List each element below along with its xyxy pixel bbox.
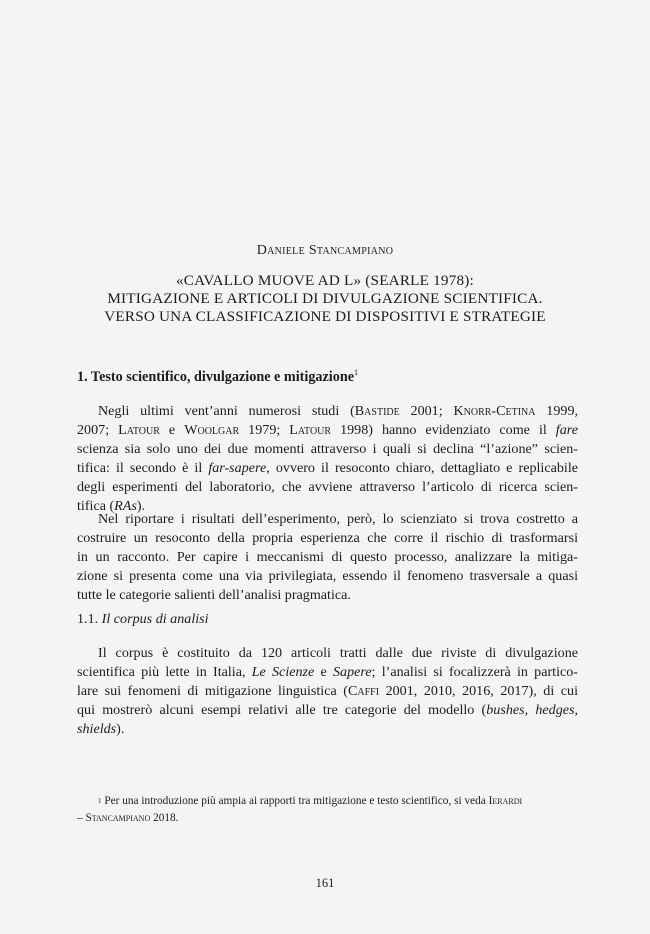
citation-author: Latour [118,422,160,438]
italic-term: Le Scienze [251,664,315,680]
text-line: degli esperimenti del laboratorio, che avviene attraverso l’articolo di ricerca scien- [77,479,578,495]
subsection-heading [77,611,209,628]
text-run: Negli ultimi vent’anni numerosi studi ( [98,403,355,419]
text-run: scientifica più lette in Italia, [77,664,252,680]
paragraph [77,644,578,739]
italic-term: fare [555,422,578,438]
author-last-name: Stancampiano [308,243,394,258]
italic-term: hedges [535,702,575,718]
citation-author: Latour [289,422,332,438]
citation-author: Ierardi [488,795,523,807]
citation-author: Woolgar [184,422,240,438]
footnote-reference[interactable]: 1 [354,368,359,377]
text-line [77,682,578,701]
article-title [0,272,650,326]
author-first-name: Daniele [256,243,305,258]
text-run: Per una introduzione più ampia ai rapporti tra mitigazione e testo scientifico, si veda [101,795,489,807]
citation-author: Caffi [347,683,380,699]
text-run: tifica ( [77,498,115,514]
text-line: in un racconto. Per capire i meccanismi di questo processo, analizzare la mitiga- [77,549,578,565]
text-run: 2018. [150,812,179,824]
italic-term: far-sapere [208,460,267,476]
paragraph [77,402,578,516]
italic-term: RAs [114,498,137,514]
text-run: , ovvero il resoconto chiaro, dettagliato e replicabile [266,460,578,476]
text-run: 2001; [399,403,454,419]
title-line: VERSO UNA CLASSIFICAZIONE DI DISPOSITIVI E STRATEGIE [104,308,546,325]
text-run: 2001, 2010, 2016, 2017), di cui [379,683,578,699]
citation-author: Bastide [354,403,400,419]
italic-term: Sapere [332,664,372,680]
text-run: tifica: il secondo è il [77,460,209,476]
text-line [77,701,578,720]
text-run: 2007; [77,422,119,438]
subsection-number: 1.1. [77,611,102,627]
text-line: Il corpus è costituito da 120 articoli tratti dalle due riviste di divulgazione [98,645,578,661]
footnote-line [77,793,578,810]
footnote-line [77,810,578,827]
text-line [77,720,578,739]
text-run: 1999, [535,403,579,419]
italic-term: shields [77,721,117,737]
author-name [0,243,650,259]
title-line: MITIGAZIONE E ARTICOLI DI DIVULGAZIONE SCIENTIFICA. [107,290,543,307]
citation-author: Knorr-Cetina [453,403,536,419]
text-run: ; l’analisi si focalizzerà in partico- [371,664,578,680]
text-run: 1998) hanno evidenziato come il [331,422,556,438]
text-line [77,459,578,478]
section-heading [77,369,358,386]
text-line: costruire un resoconto della propria esperienza che corre il rischio di trasformarsi [77,530,578,546]
text-run: e [314,664,333,680]
text-line: zione si presenta come una via privilegiata, essendo il fenomeno trasversale a quasi [77,568,578,584]
text-run: 1979; [239,422,290,438]
text-line [77,421,578,440]
section-heading-text: 1. Testo scientifico, divulgazione e mitigazione [77,369,355,385]
text-run: , [574,702,579,718]
italic-term: bushes [486,702,525,718]
citation-author: Stancampiano [85,812,151,824]
subsection-title: Il corpus di analisi [101,611,209,627]
footnote-mark: 1 [98,797,102,805]
text-run: qui mostrerò alcuni esempi relativi alle tre categorie del modello ( [77,702,487,718]
text-line [77,663,578,682]
text-run: ). [116,721,125,737]
text-run: ). [136,498,146,514]
text-line: scienza sia solo uno dei due momenti attraverso i quali si declina “l’azione” scien- [77,441,578,457]
text-run: , [524,702,536,718]
footnote [77,793,578,827]
text-run: – [77,812,86,824]
text-line [77,402,578,421]
text-run: lare sui fenomeni di mitigazione linguistica ( [77,683,348,699]
text-line: tutte le categorie salienti dell’analisi pragmatica. [77,587,351,603]
text-line: Nel riportare i risultati dell’esperimento, però, lo scienziato si trova costretto a [98,511,578,527]
paragraph [77,510,578,605]
text-run: e [159,422,185,438]
page-number: 161 [315,876,335,890]
title-line: «CAVALLO MUOVE AD L» (SEARLE 1978): [176,272,474,289]
